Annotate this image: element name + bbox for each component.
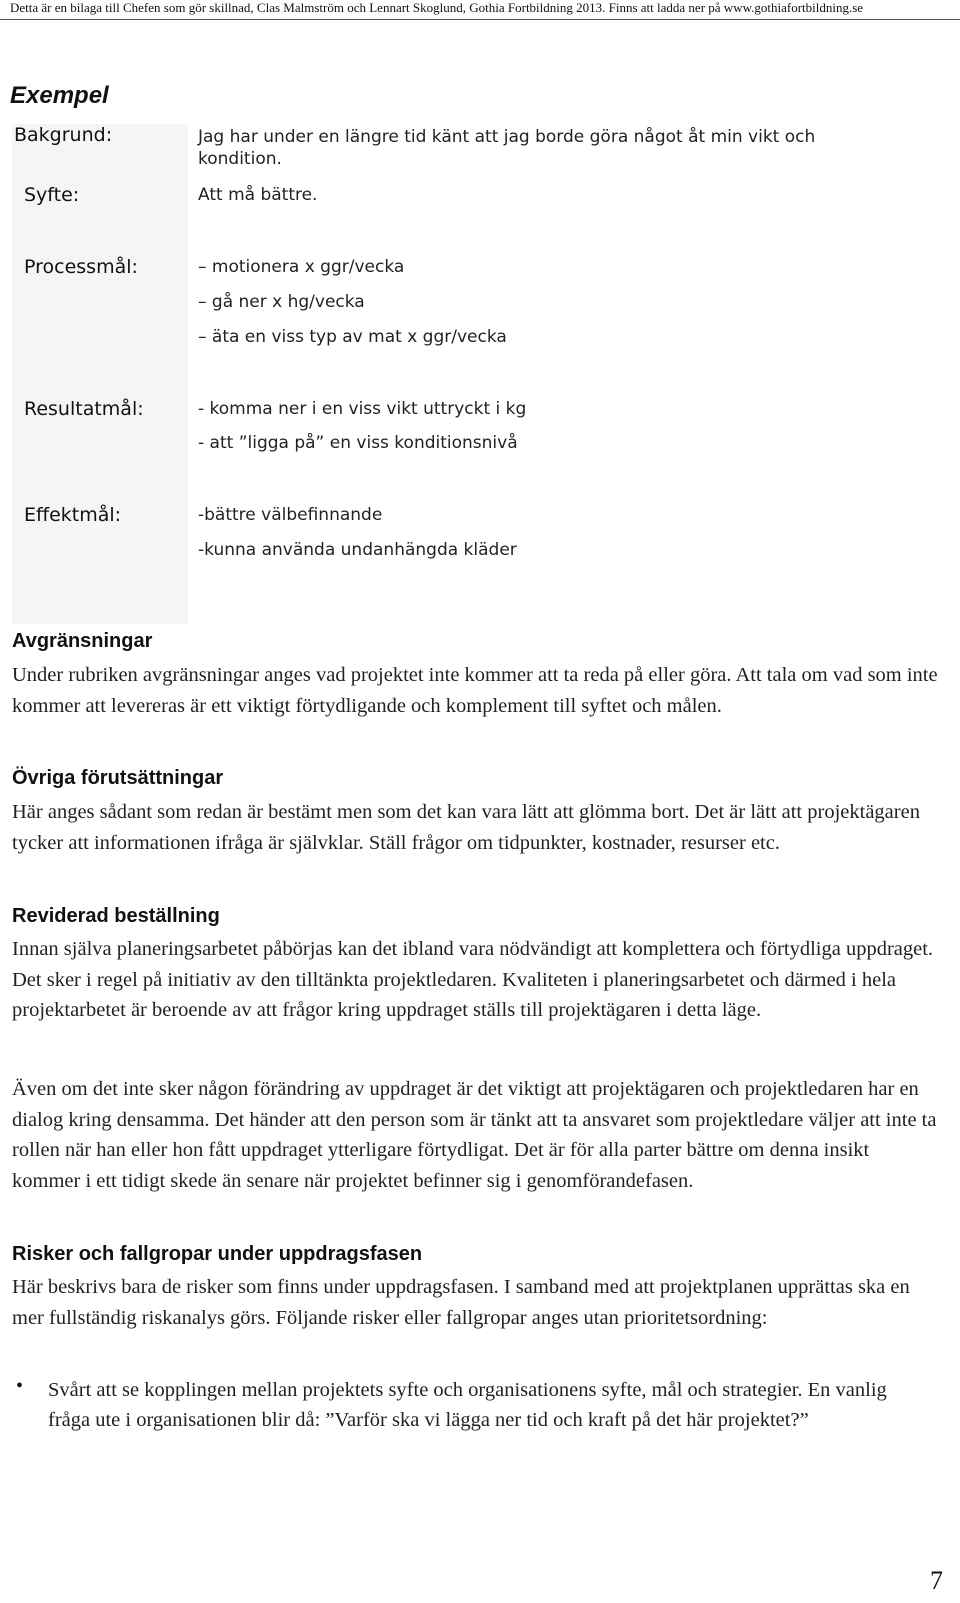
bullet-icon: •	[16, 1375, 24, 1397]
resultatmal-label: Resultatmål:	[24, 398, 144, 420]
reviderad-text-2: Även om det inte sker någon förändring av uppdraget är det viktigt att projektägaren och projektledaren har en dialog kring densamma. Det händer att den person som är tänkt att ta ansvaret som projektledare väljer att inte ta rollen när han eller hon fått uppdraget ytterligare förtydligat. Det är för alla parter bättre om denna insikt kommer i ett tidigt skede än senare när projektet befinner sig i genomförandefasen.	[12, 1078, 937, 1192]
effektmal-label: Effektmål:	[24, 504, 122, 526]
risk-bullet-item: Svårt att se kopplingen mellan projektets syfte och organisationens syfte, mål och strategier. En vanlig fråga ute i organisationen blir då: ”Varför ska vi lägga ner tid och kraft på det här projektet?”	[48, 1379, 887, 1431]
resultatmal-line: - att ”ligga på” en viss konditionsnivå	[198, 433, 518, 453]
processmal-line: – motionera x ggr/vecka	[198, 257, 405, 277]
risker-text: Här beskrivs bara de risker som finns under uppdragsfasen. I samband med att projektplanen upprättas ska en mer fullständig riskanalys görs. Följande risker eller fallgropar anges utan prioritetsordning:	[12, 1276, 910, 1329]
effektmal-line: -kunna använda undanhängda kläder	[198, 540, 517, 560]
page-number: 7	[930, 1566, 943, 1595]
bakgrund-value: Jag har under en längre tid känt att jag borde göra något åt min vikt och kondition.	[198, 127, 816, 169]
syfte-value: Att må bättre.	[198, 185, 318, 205]
processmal-line: – gå ner x hg/vecka	[198, 292, 365, 312]
example-title: Exempel	[10, 82, 109, 109]
ovriga-text: Här anges sådant som redan är bestämt men som det kan vara lätt att glömma bort. Det är lätt att projektägaren tycker att informationen ifråga är självklar. Ställ frågor om tidpunkter, kostnader, resurser etc.	[12, 801, 920, 854]
header-note: Detta är en bilaga till Chefen som gör skillnad, Clas Malmström och Lennart Skoglund, Gothia Fortbildning 2013. Finns att ladda ner på www.gothiafortbildning.se	[10, 0, 864, 15]
risker-heading: Risker och fallgropar under uppdragsfasen	[12, 1243, 423, 1265]
avgransningar-text: Under rubriken avgränsningar anges vad projektet inte kommer att ta reda på eller göra. Att tala om vad som inte kommer att levereras är ett viktigt förtydligande och komplement till syftet och målen.	[12, 664, 938, 717]
processmal-line: – äta en viss typ av mat x ggr/vecka	[198, 327, 507, 347]
bakgrund-label: Bakgrund:	[14, 124, 113, 146]
reviderad-text-1: Innan själva planeringsarbetet påbörjas kan det ibland vara nödvändigt att komplettera och förtydliga uppdraget. Det sker i regel på initiativ av den tilltänkta projektledaren. Kvaliteten i planeringsarbetet och därmed i hela projektarbetet är beroende av att frågor kring uppdraget ställs till projektägaren i detta läge.	[12, 938, 934, 1021]
header-divider	[0, 19, 960, 20]
resultatmal-line: - komma ner i en viss vikt uttryckt i kg	[198, 399, 527, 419]
ovriga-heading: Övriga förutsättningar	[12, 767, 224, 789]
avgransningar-heading: Avgränsningar	[12, 630, 153, 652]
effektmal-line: -bättre välbefinnande	[198, 505, 383, 525]
reviderad-heading: Reviderad beställning	[12, 905, 220, 927]
processmal-label: Processmål:	[24, 256, 138, 278]
syfte-label: Syfte:	[24, 184, 80, 206]
